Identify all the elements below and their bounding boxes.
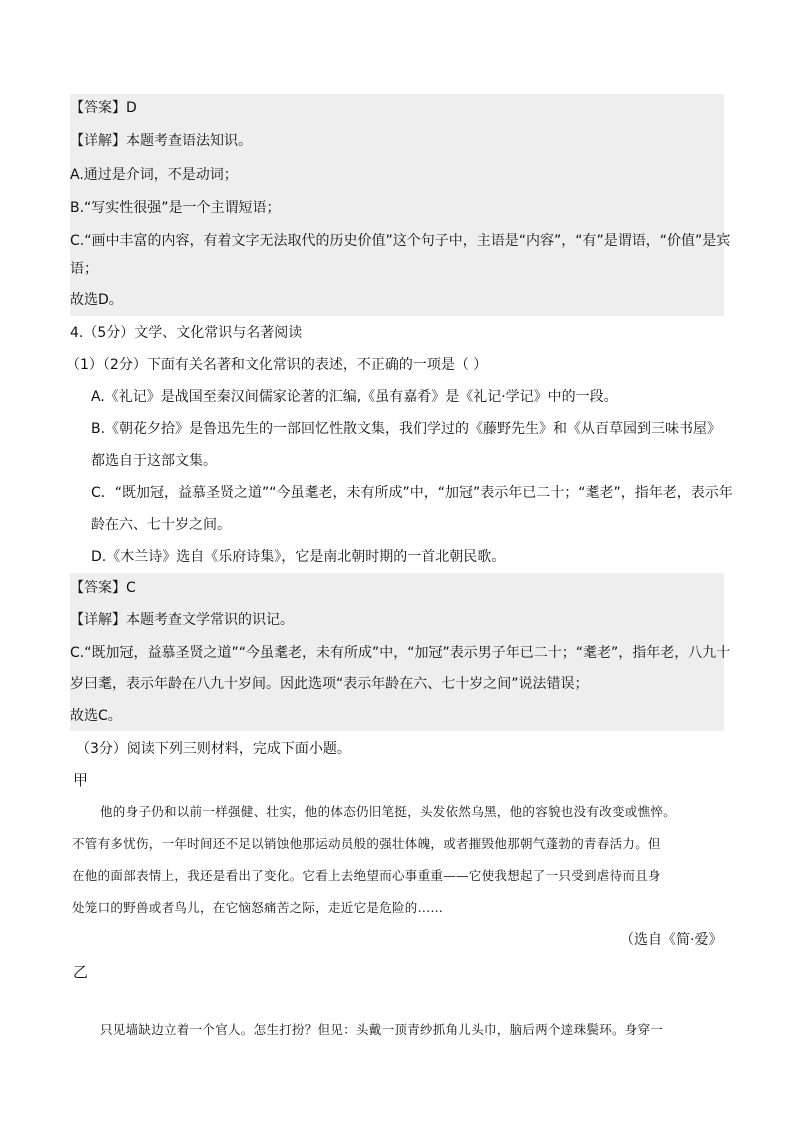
- passage-jia-line-3: 在他的面部表情上，我还是看出了变化。它看上去绝望而心事重重——它使我想起了一只受到虐待而且身: [72, 868, 661, 883]
- detail-line: 【详解】本题考查文学常识的识记。: [70, 612, 294, 628]
- choose-line: 故选C。: [70, 708, 122, 724]
- answer-line: 【答案】C: [70, 580, 136, 596]
- passage-jia-label: 甲: [73, 771, 89, 789]
- option-a: A.《礼记》是战国至秦汉间儒家论著的汇编,《虽有嘉肴》是《礼记·学记》中的一段。: [91, 389, 618, 405]
- passage-yi-label: 乙: [73, 963, 89, 981]
- passage-yi-line-1: 只见墙缺边立着一个官人。怎生打扮？但见：头戴一顶青纱抓角儿头巾，脑后两个逹珠鬓环。身穿一: [100, 1022, 664, 1037]
- option-d: D.《木兰诗》选自《乐府诗集》，它是南北朝时期的一首北朝民歌。: [91, 549, 506, 565]
- explanation-a: A.通过是介词，不是动词；: [70, 167, 238, 183]
- reading-intro: （3分）阅读下列三则材料，完成下面小题。: [76, 741, 351, 757]
- explanation-c-2: 岁曰耄，表示年龄在八九十岁间。因此选项“表示年龄在六、七十岁之间”说法错误；: [70, 676, 589, 692]
- detail-line: 【详解】本题考查语法知识。: [70, 133, 252, 149]
- option-b-line-2: 都选自于这部文集。: [91, 453, 217, 469]
- passage-jia-source: （选自《简·爱》: [620, 932, 723, 948]
- option-c-line-1: C．“既加冠，益慕圣贤之道”“今虽耄老，未有所成”中，“加冠”表示年已二十；“耄老”，指年老，表示年: [91, 485, 733, 501]
- answer-block-2: [70, 573, 731, 731]
- explanation-c-1: C.“画中丰富的内容，有着文字无法取代的历史价值”这个句子中，主语是“内容”，“有”是谓语，“价值”是宾: [70, 233, 731, 249]
- passage-jia-line-1: 他的身子仍和以前一样强健、壮实，他的体态仍旧笔挺，头发依然乌黑，他的容貌也没有改变或憔悴。: [100, 804, 677, 819]
- explanation-c-2: 语；: [70, 261, 98, 277]
- answer-block-1: [70, 94, 731, 316]
- option-b-line-1: B.《朝花夕拾》是鲁迅先生的一部回忆性散文集，我们学过的《藤野先生》和《从百草园到三味书屋》: [91, 421, 722, 437]
- passage-jia-line-2: 不管有多忧伤，一年时间还不足以销蚀他那运动员般的强壮体魄，或者摧毁他那朝气蓬勃的青春活力。但: [72, 836, 661, 851]
- choose-line: 故选D。: [70, 292, 123, 308]
- option-c-line-2: 龄在六、七十岁之间。: [91, 517, 231, 533]
- question-4-title: 4.（5分）文学、文化常识与名著阅读: [70, 325, 303, 341]
- explanation-b: B.“写实性很强”是一个主谓短语；: [70, 200, 281, 216]
- explanation-c-1: C.“既加冠，益慕圣贤之道”“今虽耄老，未有所成”中，“加冠”表示男子年已二十；“耄老”，指年老，八九十: [70, 645, 731, 661]
- answer-line: 【答案】D: [70, 100, 137, 116]
- question-4-sub-1: （1）（2分）下面有关名著和文化常识的表述，不正确的一项是（ ）: [66, 357, 488, 373]
- passage-jia-line-4: 处笼口的野兽或者鸟儿，在它恼怒痛苦之际，走近它是危险的……: [72, 900, 444, 915]
